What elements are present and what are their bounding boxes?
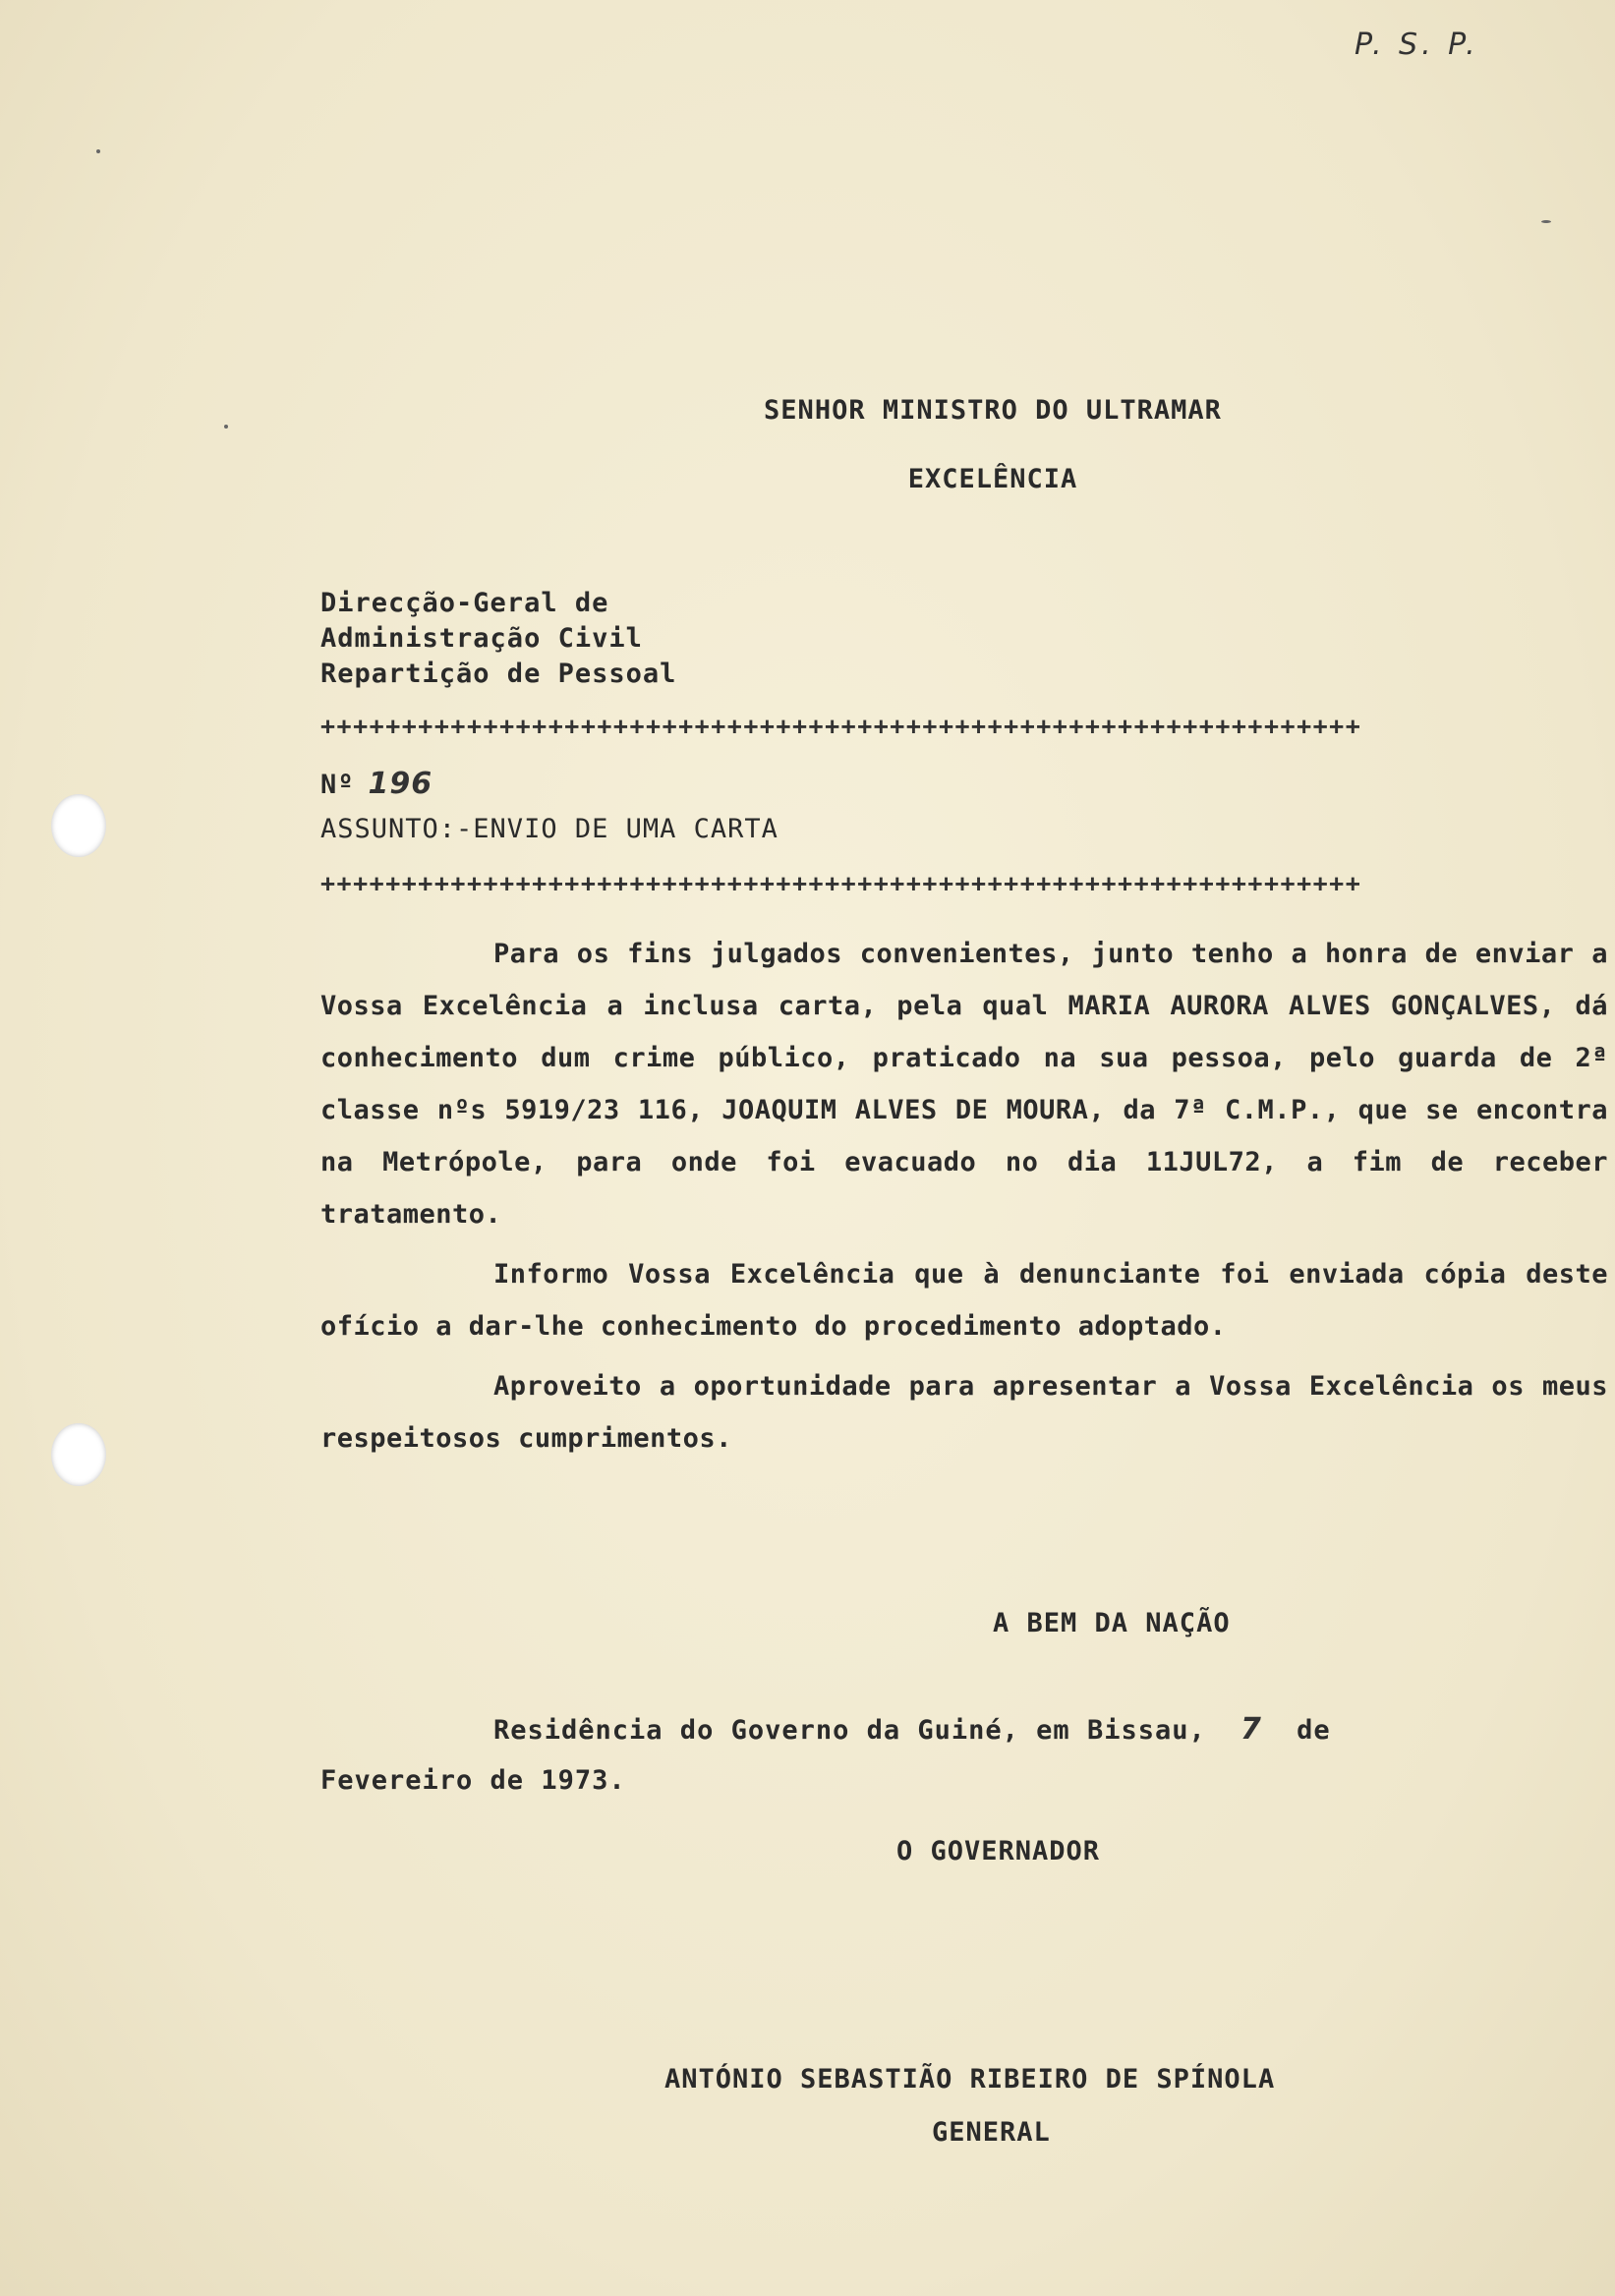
dateline-day-handwritten: 7 bbox=[1240, 1712, 1262, 1747]
dateline-place: Residência do Governo da Guiné, em Bissau, bbox=[493, 1715, 1206, 1746]
dateline-line-1 bbox=[493, 1712, 1331, 1747]
paper-speck bbox=[224, 425, 228, 429]
sender-line-3: Repartição de Pessoal bbox=[320, 659, 677, 689]
letter-body bbox=[320, 928, 1608, 1464]
dateline-line-2: Fevereiro de 1973. bbox=[320, 1765, 626, 1796]
body-paragraph-1: Para os fins julgados convenientes, junto tenho a honra de enviar a Vossa Excelência a inclusa carta, pela qual MARIA AURORA ALVES GONÇALVES, dá conhecimento dum crime público, praticado na sua pessoa, pelo guarda de 2ª classe nºs 5919/23 116, JOAQUIM ALVES DE MOURA, da 7ª C.M.P., que se encontra na Metrópole, para onde foi evacuado no dia 11JUL72, a fim de receber tratamento. bbox=[320, 939, 1608, 1230]
punch-hole-top bbox=[51, 794, 106, 857]
paper-speck bbox=[1541, 220, 1551, 223]
signatory-title: O GOVERNADOR bbox=[896, 1836, 1101, 1866]
dateline-de: de bbox=[1297, 1715, 1331, 1746]
closing-formula: A BEM DA NAÇÃO bbox=[993, 1608, 1231, 1638]
handwritten-annotation: P. S. P. bbox=[1355, 28, 1479, 62]
paper-speck bbox=[96, 149, 100, 153]
signatory-rank: GENERAL bbox=[932, 2117, 1051, 2148]
reference-number-handwritten: 196 bbox=[368, 767, 433, 801]
punch-hole-bottom bbox=[51, 1423, 106, 1486]
separator-bottom: ++++++++++++++++++++++++++++++++++++++++++++++++++++++++++++++++ bbox=[320, 869, 1362, 897]
reference-label: Nº bbox=[320, 770, 355, 800]
reference-number bbox=[320, 767, 433, 801]
separator-top: ++++++++++++++++++++++++++++++++++++++++++++++++++++++++++++++++ bbox=[320, 712, 1362, 740]
addressee-line-1: SENHOR MINISTRO DO ULTRAMAR bbox=[764, 395, 1222, 426]
body-paragraph-3: Aproveito a oportunidade para apresentar a Vossa Excelência os meus respeitosos cumprimentos. bbox=[320, 1371, 1608, 1454]
subject-line: ASSUNTO:-ENVIO DE UMA CARTA bbox=[320, 814, 779, 844]
signatory-name: ANTÓNIO SEBASTIÃO RIBEIRO DE SPÍNOLA bbox=[664, 2064, 1276, 2095]
sender-line-2: Administração Civil bbox=[320, 623, 643, 654]
addressee-line-2: EXCELÊNCIA bbox=[907, 464, 1078, 494]
sender-line-1: Direcção-Geral de bbox=[320, 588, 609, 618]
body-paragraph-2: Informo Vossa Excelência que à denunciante foi enviada cópia deste ofício a dar-lhe conhecimento do procedimento adoptado. bbox=[320, 1259, 1608, 1342]
